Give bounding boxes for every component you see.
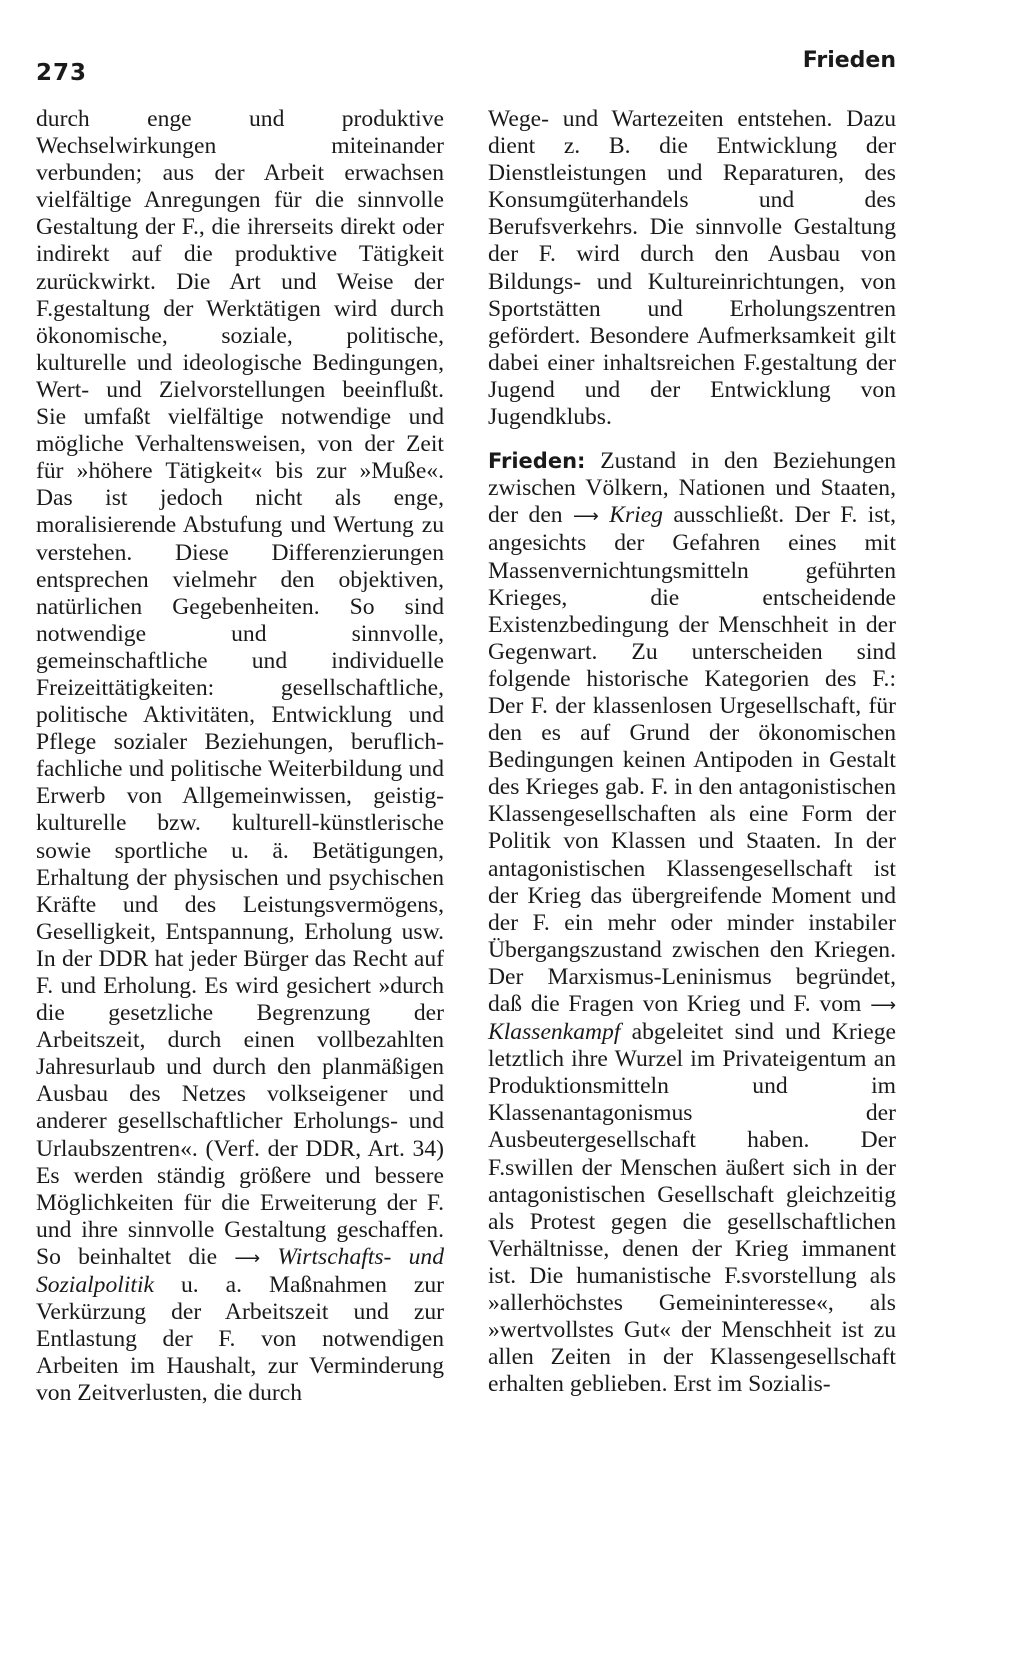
cross-reference-arrow-icon: ⟶ <box>870 995 896 1016</box>
paragraph-continuation: Wege- und Wartezeiten entstehen. Dazu dient z. B. die Entwicklung der Dienstleistungen und Reparaturen, des Konsumgüterhandels und des Berufsverkehrs. Die sinnvolle Gestaltung der F. wird durch den Ausbau von Bildungs- und Kultureinrichtungen, von Sportstätten und Erholungszentren gefördert. Besondere Aufmerksamkeit gilt dabei einer inhaltsreichen F.gestaltung der Jugend und der Entwicklung von Jugendklubs. <box>488 106 896 431</box>
left-column <box>36 106 444 1408</box>
cross-reference-link[interactable]: Wirtschafts- und Sozialpolitik <box>36 1243 444 1299</box>
entry-text: ausschließt. Der F. ist, angesichts der Gefahren eines mit Massenvernichtungsmitteln geführten Krieges, die entscheidende Existenzbedingung der Menschheit in der Gegenwart. Zu unterscheiden sind folgende historische Kategorien des F.: Der F. der klassenlosen Urgesellschaft, für den es auf Grund der ökonomischen Bedingungen keinen Antipoden in Gestalt des Krieges gab. F. in den antagonistischen Klassengesellschaften als eine Form der Politik von Klassen und Staaten. In der antagonistischen Klassengesellschaft ist der Krieg das übergreifende Moment und der F. ein mehr oder minder instabiler Übergangszustand zwischen den Kriegen. Der Marxismus-Leninismus begründet, daß die Fragen von Krieg und F. vom <box>488 502 896 1017</box>
entry-text: Zustand in den Beziehungen zwischen Völkern, Nationen und Staaten, der den <box>488 448 896 529</box>
dictionary-entry-frieden <box>488 448 896 1398</box>
running-head: Frieden <box>802 48 896 73</box>
cross-reference-arrow-icon: ⟶ <box>573 506 599 528</box>
right-column <box>488 106 896 1398</box>
cross-reference-link[interactable]: Klassenkampf <box>488 1019 621 1046</box>
page-number: 273 <box>36 60 88 86</box>
paragraph-text: durch enge und produktive Wechselwirkungen miteinander verbunden; aus der Arbeit erwachsen vielfältige Anregungen für die sinnvolle Gestaltung der F., die ihrerseits direkt oder indirekt auf die produktive Tätigkeit zurückwirkt. Die Art und Weise der F.gestaltung der Werktätigen wird durch ökonomische, soziale, politische, kulturelle und ideologische Bedingungen, Wert- und Zielvorstellungen beeinflußt. Sie umfaßt vielfältige notwendige und mögliche Verhaltensweisen, von der Zeit für »höhere Tätigkeit« bis zur »Muße«. Das ist jedoch nicht als enge, moralisierende Abstufung und Wertung zu verstehen. Diese Differenzierungen entsprechen vielmehr den objektiven, natürlichen Gegebenheiten. So sind notwendige und sinnvolle, gemeinschaftliche und individuelle Freizeittätigkeiten: gesellschaftliche, politische Aktivitäten, Entwicklung und Pflege sozialer Beziehungen, beruflich-fachliche und politische Weiterbildung und Erwerb von Allgemeinwissen, geistig-kulturelle bzw. kulturell-künstlerische sowie sportliche u. ä. Betätigungen, Erhaltung der physischen und psychischen Kräfte und des Leistungsvermögens, Geselligkeit, Entspannung, Erholung usw. In der DDR hat jeder Bürger das Recht auf F. und Erholung. Es wird gesichert »durch die gesetzliche Begrenzung der Arbeitszeit, durch einen vollbezahlten Jahresurlaub und durch den planmäßigen Ausbau des Netzes volkseigener und anderer gesellschaftlicher Erholungs- und Urlaubszentren«. (Verf. der DDR, Art. 34) Es werden ständig größere und bessere Möglichkeiten für die Erweiterung der F. und ihre sinnvolle Gestaltung geschaffen. So beinhaltet die <box>36 106 444 1270</box>
entry-headword: Frieden: <box>488 449 586 474</box>
cross-reference-link[interactable]: Krieg <box>609 502 663 529</box>
entry-text: abgeleitet sind und Kriege letztlich ihre Wurzel im Privateigentum an Produktionsmitteln und im Klassenantagonismus der Ausbeutergesellschaft haben. Der F.swillen der Menschen äußert sich in der antagonistischen Gesellschaft gleichzeitig als Protest gegen die gesellschaftlichen Verhältnisse, denen der Krieg immanent ist. Die humanistische F.svorstellung als »allerhöchstes Gemeininteresse«, als »wertvollstes Gut« der Menschheit ist zu allen Zeiten in der Klassengesellschaft erhalten geblieben. Erst im Sozialis- <box>488 1019 896 1398</box>
paragraph-freizeit <box>36 106 444 1408</box>
paragraph-text: u. a. Maßnahmen zur Verkürzung der Arbeitszeit und zur Entlastung der F. von notwendigen Arbeiten im Haushalt, zur Verminderung von Zeitverlusten, die durch <box>36 1272 444 1407</box>
cross-reference-arrow-icon: ⟶ <box>234 1247 261 1269</box>
